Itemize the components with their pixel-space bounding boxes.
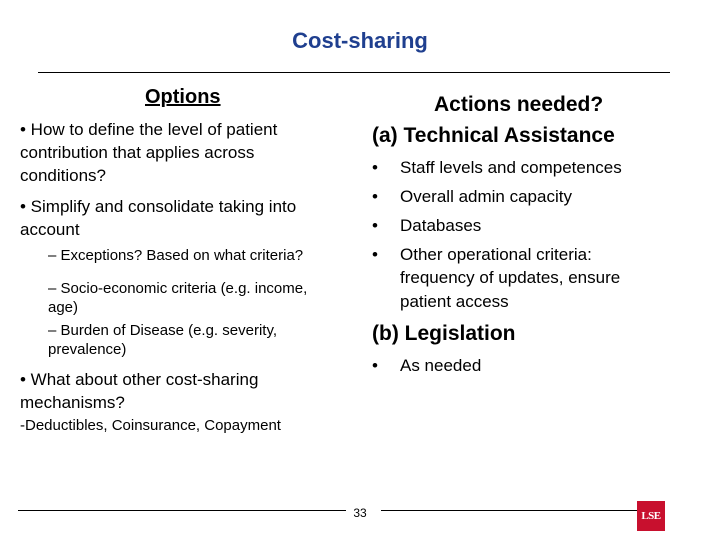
burden-line-1: – Burden of Disease (e.g. severity, [48, 322, 277, 339]
legislation-item-label: As needed [400, 356, 482, 375]
legislation-item [372, 354, 481, 377]
bullet-icon: • [372, 356, 378, 375]
technical-assistance-heading: (a) Technical Assistance [372, 124, 615, 147]
question-2-line-2: account [20, 220, 80, 239]
question-3-line-2: mechanisms? [20, 393, 125, 412]
options-heading: Options [145, 86, 221, 108]
question-1-line-2: contribution that applies across [20, 143, 255, 162]
socio-economic-line-1: – Socio-economic criteria (e.g. income, [48, 280, 308, 297]
question-1-line-3: conditions? [20, 166, 107, 185]
ta-item-label: Staff levels and competences [400, 158, 622, 177]
footer-divider-left [18, 510, 346, 511]
burden-line-2: prevalence) [48, 341, 127, 358]
actions-heading: Actions needed? [434, 93, 604, 116]
bullet-icon: • [372, 158, 378, 177]
bullet-icon: • [372, 187, 378, 206]
ta-item-other-continued-2: patient access [400, 292, 509, 311]
question-2-line-1: • Simplify and consolidate taking into [20, 197, 297, 216]
top-divider [38, 72, 670, 73]
bullet-icon: • [372, 216, 378, 235]
ta-item-label: Databases [400, 216, 482, 235]
ta-item-label: Other operational criteria: [400, 245, 592, 264]
ta-item-staff [372, 156, 622, 179]
exceptions-item: – Exceptions? Based on what criteria? [48, 247, 304, 264]
lse-logo-text: LSE [641, 510, 661, 522]
question-1-line-1: • How to define the level of patient [20, 120, 278, 139]
ta-item-label: Overall admin capacity [400, 187, 572, 206]
slide-title: Cost-sharing [292, 28, 428, 53]
ta-item-databases [372, 214, 481, 237]
question-3-line-1: • What about other cost-sharing [20, 370, 259, 389]
bullet-icon: • [372, 245, 378, 264]
page-number: 33 [353, 506, 367, 520]
ta-item-other-continued-1: frequency of updates, ensure [400, 268, 621, 287]
footer-divider-right [381, 510, 661, 511]
deductibles-line: -Deductibles, Coinsurance, Copayment [20, 417, 281, 434]
legislation-heading: (b) Legislation [372, 322, 516, 345]
ta-item-admin [372, 185, 572, 208]
socio-economic-line-2: age) [48, 299, 79, 316]
lse-logo [637, 501, 665, 531]
ta-item-other [372, 243, 592, 266]
